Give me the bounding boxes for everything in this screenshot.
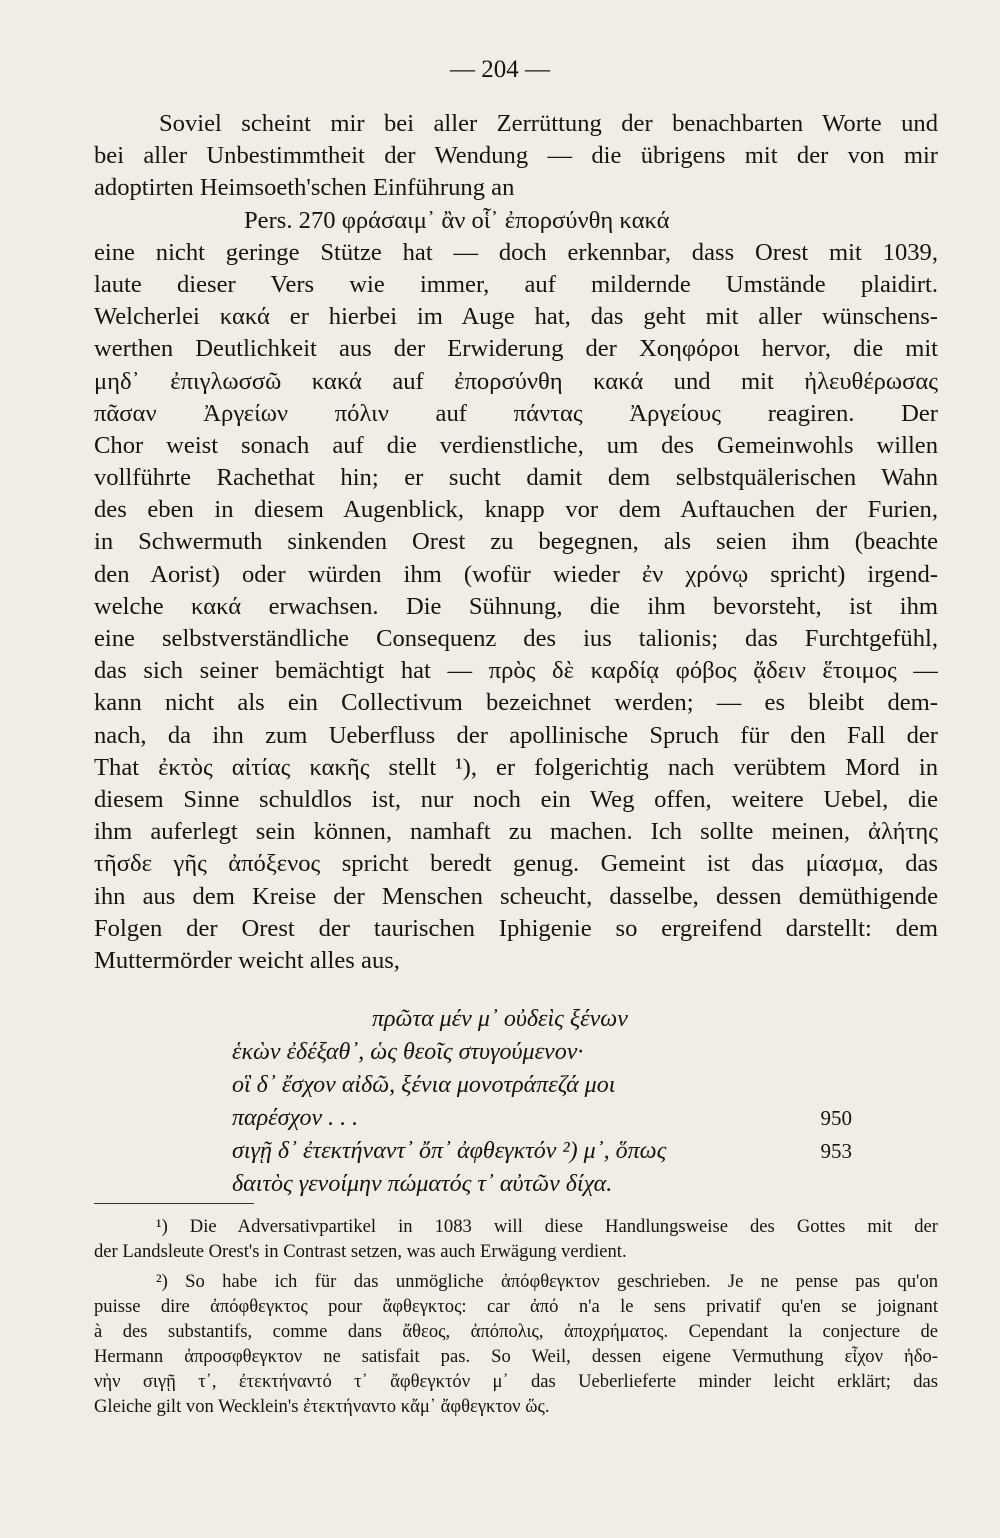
- text-line: vollführte Rachethat hin; er sucht damit dem selbstquälerischen Wahn: [94, 464, 938, 492]
- verse-number: 953: [820, 1139, 852, 1163]
- text-line: welche κακά erwachsen. Die Sühnung, die ihm bevorsteht, ist ihm: [94, 592, 938, 620]
- text-line: Welcherlei κακά er hierbei im Auge hat, das geht mit aller wünschens-: [94, 303, 938, 331]
- text-line: werthen Deutlichkeit aus der Erwiderung der Χοηφόροι hervor, die mit: [94, 335, 938, 363]
- verse-text: παρέσχον . . .: [232, 1105, 359, 1131]
- verse-line: [232, 1168, 852, 1201]
- text-line: eine nicht geringe Stütze hat — doch erkennbar, dass Orest mit 1039,: [94, 238, 938, 266]
- verse-line: [232, 1036, 852, 1069]
- text-line: adoptirten Heimsoeth'schen Einführung an: [94, 174, 515, 202]
- text-line: das sich seiner bemächtigt hat — πρὸς δὲ καρδίᾳ φόβος ᾄδειν ἕτοιμος —: [94, 657, 938, 685]
- text-line: diesem Sinne schuldlos ist, nur noch ein Weg offen, weitere Uebel, die: [94, 785, 938, 813]
- verse-text: σιγῇ δ᾽ ἐτεκτήναντ᾽ ὄπ᾽ ἀφθεγκτόν ²) μ᾽, ὅπως: [232, 1138, 667, 1164]
- text-line: ihn aus dem Kreise der Menschen scheucht, dasselbe, dessen demüthigende: [94, 882, 938, 910]
- page-number: — 204 —: [450, 56, 550, 83]
- text-line: eine selbstverständliche Consequenz des ius talionis; das Furchtgefühl,: [94, 625, 938, 652]
- quoted-verse-line: Pers. 270 φράσαιμ᾽ ἂν οἷ᾽ ἐπορσύνθη κακά: [244, 206, 670, 234]
- verse-text: πρῶτα μέν μ᾽ οὐδεὶς ξένων: [372, 1006, 628, 1032]
- verse-quotation: [232, 1003, 852, 1201]
- footnote-line: à des substantifs, comme dans ἄθεος, ἀπόπολις, ἀποχρήματος. Cependant la conjecture de: [94, 1321, 938, 1342]
- text-line: bei aller Unbestimmtheit der Wendung — die übrigens mit der von mir: [94, 142, 938, 170]
- text-line: Soviel scheint mir bei aller Zerrüttung der benachbarten Worte und: [159, 110, 938, 137]
- footnote-line: Gleiche gilt von Wecklein's ἐτεκτήναντο κἄμ᾽ ἄφθεγκτον ὥς.: [94, 1396, 550, 1417]
- footnote-line: νὴν σιγῇ τ᾽, ἐτεκτήναντό τ᾽ ἄφθεγκτόν μ᾽ das Ueberlieferte minder leicht erklärt; das: [94, 1371, 938, 1392]
- verse-line: [232, 1135, 852, 1168]
- footnote-line: ¹) Die Adversativpartikel in 1083 will diese Handlungsweise des Gottes mit der: [156, 1216, 938, 1237]
- verse-line: [232, 1003, 852, 1036]
- footnote-line: Hermann ἀπροσφθεγκτον ne satisfait pas. So Weil, dessen eigene Vermuthung εἶχον ἡδο-: [94, 1346, 938, 1367]
- verse-text: ἑκὼν ἐδέξαθ᾽, ὡς θεοῖς στυγούμενον·: [232, 1039, 584, 1065]
- text-line: Chor weist sonach auf die verdienstliche, um des Gemeinwohls willen: [94, 431, 938, 459]
- text-line: πᾶσαν Ἀργείων πόλιν auf πάντας Ἀργείους reagiren. Der: [94, 399, 938, 427]
- verse-number: 950: [820, 1106, 852, 1130]
- text-line: ihm auferlegt sein können, namhaft zu machen. Ich sollte meinen, ἀλήτης: [94, 818, 938, 846]
- text-line: nach, da ihn zum Ueberfluss der apollinische Spruch für den Fall der: [94, 721, 938, 749]
- verse-text: οἳ δ᾽ ἔσχον αἰδῶ, ξένια μονοτράπεζά μοι: [232, 1072, 616, 1098]
- footnote-line: puisse dire ἀπόφθεγκτος pour ἄφθεγκτος: car ἀπό n'a le sens privatif qu'en se joignant: [94, 1296, 938, 1317]
- footnote-line: ²) So habe ich für das unmögliche ἀπόφθεγκτον geschrieben. Je ne pense pas qu'on: [156, 1271, 938, 1292]
- text-line: laute dieser Vers wie immer, auf mildernde Umstände plaidirt.: [94, 270, 938, 298]
- footnote-line: der Landsleute Orest's in Contrast setzen, was auch Erwägung verdient.: [94, 1241, 627, 1262]
- main-text: [94, 108, 938, 977]
- verse-line: [232, 1069, 852, 1102]
- text-line: des eben in diesem Augenblick, knapp vor dem Auftauchen der Furien,: [94, 496, 938, 524]
- verse-text: δαιτὸς γενοίμην πώματός τ᾽ αὐτῶν δίχα.: [232, 1171, 613, 1197]
- verse-line: [232, 1102, 852, 1135]
- text-line: Folgen der Orest der taurischen Iphigenie so ergreifend darstellt: dem: [94, 914, 938, 942]
- footnote-separator: [94, 1203, 254, 1204]
- footnotes: [94, 1214, 938, 1419]
- text-line: μηδ᾽ ἐπιγλωσσῶ κακά auf ἐπορσύνθη κακά und mit ἠλευθέρωσας: [94, 367, 938, 395]
- text-line: in Schwermuth sinkenden Orest zu begegnen, als seien ihm (beachte: [94, 528, 938, 556]
- text-line: That ἐκτὸς αἰτίας κακῆς stellt ¹), er folgerichtig nach verübtem Mord in: [94, 753, 938, 781]
- text-line: Muttermörder weicht alles aus,: [94, 946, 400, 974]
- text-line: kann nicht als ein Collectivum bezeichnet werden; — es bleibt dem-: [94, 689, 938, 717]
- text-line: den Aorist) oder würden ihm (wofür wieder ἐν χρόνῳ spricht) irgend-: [94, 560, 938, 588]
- text-line: τῆσδε γῆς ἀπόξενος spricht beredt genug. Gemeint ist das μίασμα, das: [94, 850, 938, 878]
